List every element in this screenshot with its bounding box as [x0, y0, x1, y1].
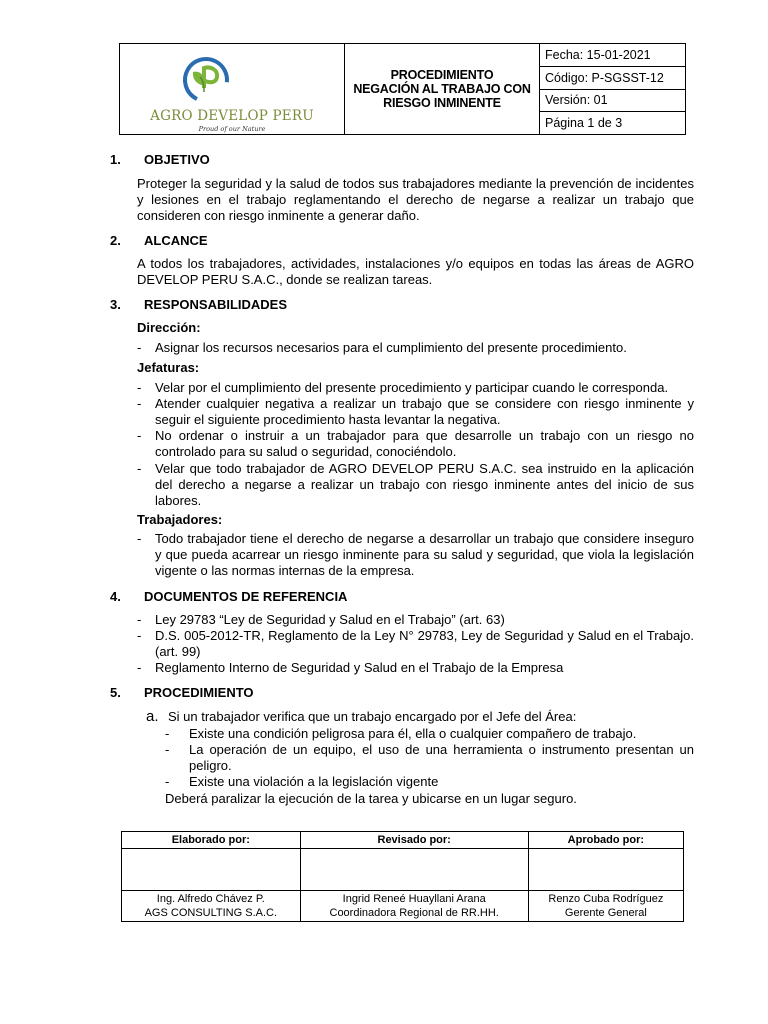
signature-space — [300, 849, 528, 891]
step-marker: a. — [146, 708, 159, 725]
signature-space — [122, 849, 301, 891]
signer-name: Ing. Alfredo Chávez P. — [156, 893, 265, 905]
meta-pagina: Página 1 de 3 — [545, 116, 623, 131]
signature-blank-row — [122, 849, 684, 891]
signer-name: Renzo Cuba Rodríguez — [548, 893, 664, 905]
list-item: - D.S. 005-2012-TR, Reglamento de la Ley N° 29783, Ley de Seguridad y Salud en el Trabajo. (art. 99) — [137, 628, 694, 659]
document-header — [119, 43, 686, 135]
signature-table — [121, 831, 684, 922]
subheading-direccion: Dirección: — [137, 320, 201, 335]
document-meta — [540, 44, 685, 134]
signer-aprobado — [528, 891, 683, 922]
procedure-closing-text: Deberá paralizar la ejecución de la tarea y ubicarse en un lugar seguro. — [165, 791, 577, 806]
section-number: 2. — [110, 233, 121, 248]
title-line-1: PROCEDIMIENTO — [390, 68, 494, 82]
list-item: - Existe una violación a la legislación vigente — [165, 774, 439, 789]
subheading-trabajadores: Trabajadores: — [137, 512, 223, 527]
signature-header-row — [122, 832, 684, 849]
logo-cell — [120, 44, 345, 134]
signature-space — [528, 849, 683, 891]
list-item: - Ley 29783 “Ley de Seguridad y Salud en el Trabajo” (art. 63) — [137, 612, 505, 627]
title-line-3: RIESGO INMINENTE — [383, 96, 501, 110]
leaf-logo-icon — [178, 52, 234, 108]
signer-revisado — [300, 891, 528, 922]
brand-name: AGRO DEVELOP PERU — [150, 108, 314, 124]
section-number: 3. — [110, 297, 121, 312]
section-title: RESPONSABILIDADES — [144, 297, 288, 312]
signature-names-row — [122, 891, 684, 922]
list-item: - Velar que todo trabajador de AGRO DEVELOP PERU S.A.C. sea instruido en la aplicación del derecho a negarse a realizar un trabajo con riesgo inminente antes del inicio de sus labores. — [137, 461, 694, 508]
header-revisado: Revisado por: — [300, 832, 528, 849]
section-number: 4. — [110, 589, 121, 604]
signer-role: Coordinadora Regional de RR.HH. — [329, 907, 499, 919]
section-heading-documentos — [110, 589, 347, 604]
subheading-jefaturas: Jefaturas: — [137, 360, 200, 375]
title-line-2: NEGACIÓN AL TRABAJO CON — [353, 82, 531, 96]
section-title: OBJETIVO — [144, 152, 210, 167]
meta-version: Versión: 01 — [540, 90, 685, 113]
header-aprobado: Aprobado por: — [528, 832, 683, 849]
alcance-paragraph: A todos los trabajadores, actividades, instalaciones y/o equipos en todas las áreas de AGRO DEVELOP PERU S.A.C., donde se realizan tareas. — [137, 256, 694, 287]
section-title: PROCEDIMIENTO — [144, 685, 254, 700]
list-item: - Todo trabajador tiene el derecho de negarse a desarrollar un trabajo que considere inseguro y que pueda acarrear un riesgo inminente para su salud y seguridad, que viola la legislación vigente o las normas internas de la empresa. — [137, 531, 694, 578]
signer-role: AGS CONSULTING S.A.C. — [144, 907, 278, 919]
list-item: - La operación de un equipo, el uso de una herramienta o instrumento presentan un peligro. — [165, 742, 694, 773]
objetivo-paragraph: Proteger la seguridad y la salud de todos sus trabajadores mediante la prevención de incidentes y lesiones en el trabajo reglamentando el derecho de negarse a realizar un trabajo que consideren con riesgo inminente a generar daño. — [137, 176, 694, 223]
section-heading-alcance — [110, 233, 208, 248]
list-item: - No ordenar o instruir a un trabajador para que desarrolle un trabajo con un riesgo no controlado para su salud o seguridad, conociéndolo. — [137, 428, 694, 459]
section-heading-responsabilidades — [110, 297, 287, 312]
brand-tagline: Proud of our Nature — [198, 125, 266, 133]
list-item: - Atender cualquier negativa a realizar un trabajo que se considere con riesgo inminente y seguir el siguiente procedimiento hasta levantar la negativa. — [137, 396, 694, 427]
list-item: - Velar por el cumplimiento del presente procedimiento y participar cuando le corresponda. — [137, 380, 669, 395]
meta-fecha: Fecha: 15-01-2021 — [540, 44, 685, 67]
document-title — [345, 44, 540, 134]
meta-codigo: Código: P-SGSST-12 — [540, 67, 685, 90]
section-number: 5. — [110, 685, 121, 700]
section-title: DOCUMENTOS DE REFERENCIA — [144, 589, 348, 604]
signer-elaborado — [122, 891, 301, 922]
section-heading-procedimiento — [110, 685, 254, 700]
section-title: ALCANCE — [144, 233, 208, 248]
list-item: - Reglamento Interno de Seguridad y Salud en el Trabajo de la Empresa — [137, 660, 564, 675]
section-number: 1. — [110, 152, 121, 167]
section-heading-objetivo — [110, 152, 210, 167]
procedure-step-a: a. Si un trabajador verifica que un trabajo encargado por el Jefe del Área: — [146, 708, 577, 725]
header-elaborado: Elaborado por: — [122, 832, 301, 849]
list-item: - Existe una condición peligrosa para él, ella o cualquier compañero de trabajo. — [165, 726, 637, 741]
signer-name: Ingrid Reneé Huayllani Arana — [342, 893, 486, 905]
signer-role: Gerente General — [564, 907, 647, 919]
list-item: - Asignar los recursos necesarios para el cumplimiento del presente procedimiento. — [137, 340, 627, 355]
